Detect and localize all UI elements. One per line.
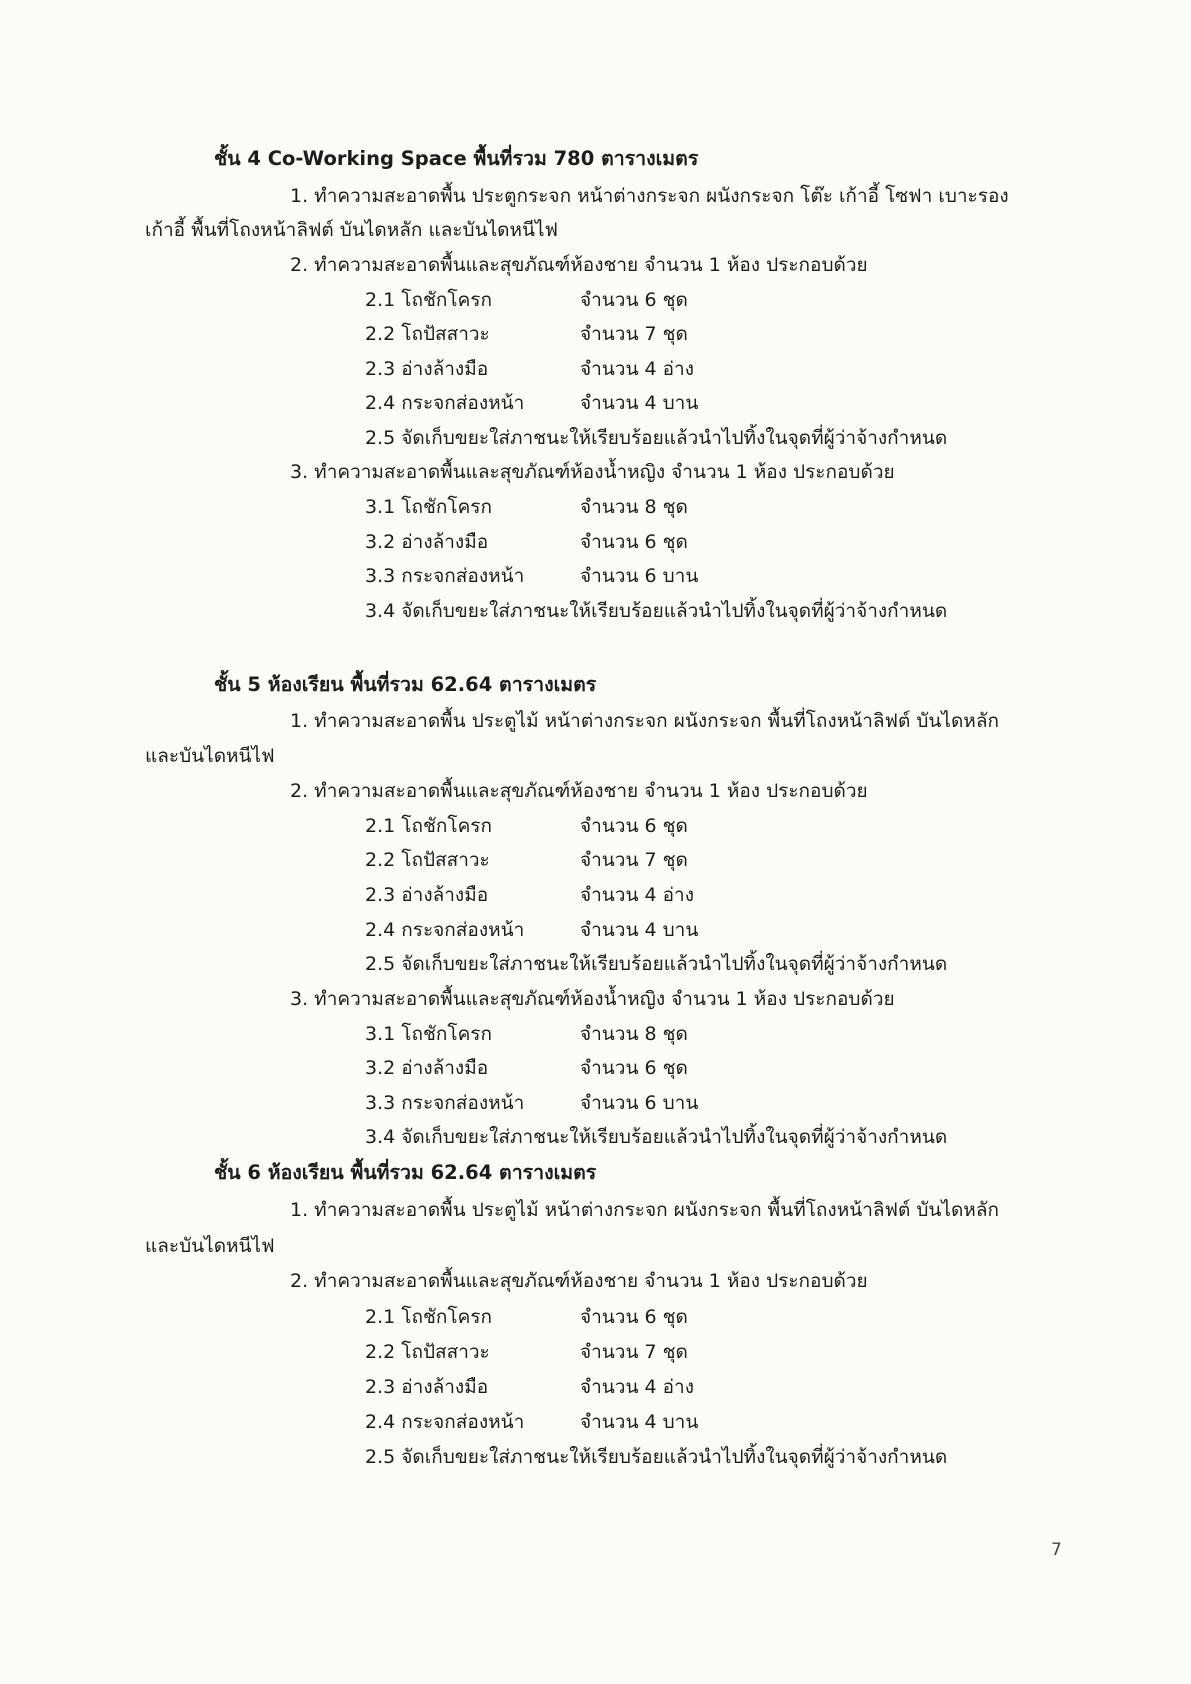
floor-4-women-item-label: 3.2 อ่างล้างมือ: [365, 531, 489, 553]
floor-4-men-item-label: 2.2 โถปัสสาวะ: [365, 323, 490, 345]
floor-6-men-item-qty: จำนวน 4 อ่าง: [580, 1376, 694, 1398]
floor-4-men-item-label: 2.3 อ่างล้างมือ: [365, 358, 489, 380]
floor-5-women-item-qty: จำนวน 6 ชุด: [580, 1057, 688, 1079]
floor-4-women-item-label: 3.1 โถชักโครก: [365, 496, 492, 518]
floor-6-heading: ชั้น 6 ห้องเรียน พื้นที่รวม 62.64 ตารางเมตร: [214, 1161, 597, 1184]
floor-4-women-item-qty: จำนวน 8 ชุด: [580, 496, 688, 518]
floor-5-heading: ชั้น 5 ห้องเรียน พื้นที่รวม 62.64 ตารางเมตร: [214, 673, 597, 696]
floor-6-men-item-label: 2.3 อ่างล้างมือ: [365, 1376, 489, 1398]
floor-4-item-3: 3. ทำความสะอาดพื้นและสุขภัณฑ์ห้องน้ำหญิง จำนวน 1 ห้อง ประกอบด้วย: [290, 461, 895, 483]
floor-4-men-item-label: 2.4 กระจกส่องหน้า: [365, 392, 525, 414]
floor-5-men-item-qty: จำนวน 4 บาน: [580, 919, 699, 941]
floor-4-women-item-qty: จำนวน 6 บาน: [580, 565, 699, 587]
floor-6-men-item-label: 2.4 กระจกส่องหน้า: [365, 1411, 525, 1433]
floor-5-men-trash: 2.5 จัดเก็บขยะใส่ภาชนะให้เรียบร้อยแล้วนำไปทิ้งในจุดที่ผู้ว่าจ้างกำหนด: [365, 953, 948, 975]
floor-5-men-item-label: 2.3 อ่างล้างมือ: [365, 884, 489, 906]
floor-4-men-item-label: 2.1 โถชักโครก: [365, 289, 492, 311]
floor-6-men-item-qty: จำนวน 4 บาน: [580, 1411, 699, 1433]
floor-4-item-1: 1. ทำความสะอาดพื้น ประตูกระจก หน้าต่างกระจก ผนังกระจก โต๊ะ เก้าอี้ โซฟา เบาะรอง: [290, 185, 1009, 207]
floor-4-men-item-qty: จำนวน 4 อ่าง: [580, 358, 694, 380]
floor-5-item-3: 3. ทำความสะอาดพื้นและสุขภัณฑ์ห้องน้ำหญิง จำนวน 1 ห้อง ประกอบด้วย: [290, 988, 895, 1010]
floor-5-men-item-qty: จำนวน 4 อ่าง: [580, 884, 694, 906]
floor-5-item-1: 1. ทำความสะอาดพื้น ประตูไม้ หน้าต่างกระจก ผนังกระจก พื้นที่โถงหน้าลิฟต์ บันไดหลัก: [290, 710, 999, 732]
floor-4-men-item-qty: จำนวน 6 ชุด: [580, 289, 688, 311]
floor-6-item-1-cont: และบันไดหนีไฟ: [145, 1235, 275, 1257]
floor-6-men-item-qty: จำนวน 6 ชุด: [580, 1306, 688, 1328]
floor-4-item-1-cont: เก้าอี้ พื้นที่โถงหน้าลิฟต์ บันไดหลัก และบันไดหนีไฟ: [145, 219, 559, 241]
floor-4-women-item-label: 3.3 กระจกส่องหน้า: [365, 565, 525, 587]
floor-5-women-trash: 3.4 จัดเก็บขยะใส่ภาชนะให้เรียบร้อยแล้วนำไปทิ้งในจุดที่ผู้ว่าจ้างกำหนด: [365, 1126, 948, 1148]
floor-6-men-item-qty: จำนวน 7 ชุด: [580, 1341, 688, 1363]
floor-4-men-trash: 2.5 จัดเก็บขยะใส่ภาชนะให้เรียบร้อยแล้วนำไปทิ้งในจุดที่ผู้ว่าจ้างกำหนด: [365, 427, 948, 449]
floor-5-women-item-qty: จำนวน 6 บาน: [580, 1092, 699, 1114]
floor-5-men-item-qty: จำนวน 6 ชุด: [580, 815, 688, 837]
floor-5-women-item-qty: จำนวน 8 ชุด: [580, 1023, 688, 1045]
floor-5-men-item-label: 2.4 กระจกส่องหน้า: [365, 919, 525, 941]
floor-4-women-item-qty: จำนวน 6 ชุด: [580, 531, 688, 553]
floor-4-men-item-qty: จำนวน 7 ชุด: [580, 323, 688, 345]
floor-5-women-item-label: 3.1 โถชักโครก: [365, 1023, 492, 1045]
floor-6-men-item-label: 2.2 โถปัสสาวะ: [365, 1341, 490, 1363]
floor-5-men-item-label: 2.2 โถปัสสาวะ: [365, 849, 490, 871]
floor-6-item-1: 1. ทำความสะอาดพื้น ประตูไม้ หน้าต่างกระจก ผนังกระจก พื้นที่โถงหน้าลิฟต์ บันไดหลัก: [290, 1199, 999, 1221]
floor-4-item-2: 2. ทำความสะอาดพื้นและสุขภัณฑ์ห้องชาย จำนวน 1 ห้อง ประกอบด้วย: [290, 254, 868, 276]
floor-4-men-item-qty: จำนวน 4 บาน: [580, 392, 699, 414]
floor-6-men-item-label: 2.1 โถชักโครก: [365, 1306, 492, 1328]
floor-5-women-item-label: 3.3 กระจกส่องหน้า: [365, 1092, 525, 1114]
floor-5-women-item-label: 3.2 อ่างล้างมือ: [365, 1057, 489, 1079]
floor-5-item-1-cont: และบันไดหนีไฟ: [145, 745, 275, 767]
floor-5-men-item-qty: จำนวน 7 ชุด: [580, 849, 688, 871]
page-number: 7: [1051, 1540, 1062, 1560]
floor-5-men-item-label: 2.1 โถชักโครก: [365, 815, 492, 837]
floor-6-item-2: 2. ทำความสะอาดพื้นและสุขภัณฑ์ห้องชาย จำนวน 1 ห้อง ประกอบด้วย: [290, 1270, 868, 1292]
floor-5-item-2: 2. ทำความสะอาดพื้นและสุขภัณฑ์ห้องชาย จำนวน 1 ห้อง ประกอบด้วย: [290, 780, 868, 802]
floor-4-women-trash: 3.4 จัดเก็บขยะใส่ภาชนะให้เรียบร้อยแล้วนำไปทิ้งในจุดที่ผู้ว่าจ้างกำหนด: [365, 600, 948, 622]
floor-6-men-trash: 2.5 จัดเก็บขยะใส่ภาชนะให้เรียบร้อยแล้วนำไปทิ้งในจุดที่ผู้ว่าจ้างกำหนด: [365, 1446, 948, 1468]
floor-4-heading: ชั้น 4 Co-Working Space พื้นที่รวม 780 ตารางเมตร: [214, 147, 699, 170]
